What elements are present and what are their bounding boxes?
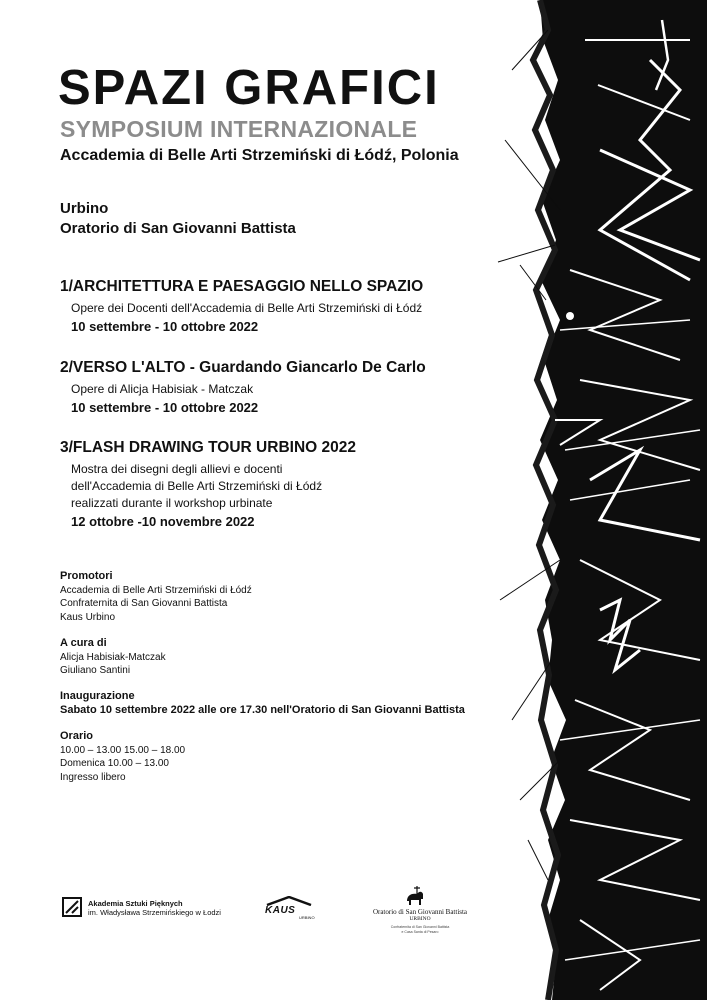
- promotori-item: Kaus Urbino: [60, 611, 116, 623]
- lamb-emblem-icon: [403, 885, 427, 907]
- promotori-heading: Promotori: [60, 570, 113, 582]
- exhibition-description: Opere dei Docenti dell'Accademia di Belle Arti Strzemiński di Łódź: [71, 300, 423, 315]
- exhibition-1: [60, 279, 423, 333]
- artwork-dark-mass: [540, 0, 707, 1000]
- exhibition-title: 3/FLASH DRAWING TOUR URBINO 2022: [60, 439, 356, 456]
- promotori-block: [60, 570, 252, 624]
- kaus-logo-text: KAUS: [265, 905, 296, 916]
- venue-block: [60, 199, 296, 239]
- hours-heading: Orario: [60, 730, 94, 742]
- exhibition-dates: 10 settembre - 10 ottobre 2022: [71, 399, 259, 415]
- venue-city: Urbino: [60, 200, 109, 217]
- exhibition-2: [60, 360, 426, 414]
- academy-line: Accademia di Belle Arti Strzemiński di Łódź, Polonia: [60, 147, 459, 164]
- exhibition-dates: 10 settembre - 10 ottobre 2022: [71, 318, 259, 334]
- exhibition-title: 2/VERSO L'ALTO - Guardando Giancarlo De Carlo: [60, 359, 426, 376]
- curators-block: [60, 637, 166, 678]
- venue-place: Oratorio di San Giovanni Battista: [60, 220, 296, 237]
- academy-logo-icon: [62, 897, 82, 917]
- inauguration-text: Sabato 10 settembre 2022 alle ore 17.30 nell'Oratorio di San Giovanni Battista: [60, 703, 465, 716]
- promotori-item: Confraternita di San Giovanni Battista: [60, 598, 228, 609]
- hours-line: 10.00 – 13.00 15.00 – 18.00: [60, 744, 186, 756]
- inauguration-heading: Inaugurazione: [60, 690, 135, 702]
- artwork-white-dot: [566, 312, 574, 320]
- curators-heading: A cura di: [60, 637, 107, 649]
- hours-line: Domenica 10.00 – 13.00: [60, 758, 169, 769]
- inauguration-block: [60, 690, 465, 717]
- curator-name: Giuliano Santini: [60, 665, 131, 676]
- exhibition-dates: 12 ottobre -10 novembre 2022: [71, 513, 255, 529]
- kaus-logo: [265, 896, 315, 926]
- academy-logo-line2: im. Władysława Strzemińskiego w Łodzi: [88, 908, 221, 917]
- poster-title: SPAZI GRAFICI: [58, 61, 440, 115]
- oratorio-logo-line3: Confraternita di San Giovanni Battista: [390, 925, 450, 929]
- exhibition-description: dell'Accademia di Belle Arti Strzemiński di Łódź: [71, 478, 323, 493]
- oratorio-logo-line1: Oratorio di San Giovanni Battista: [372, 908, 468, 916]
- exhibition-description: Opere di Alicja Habisiak - Matczak: [71, 381, 254, 396]
- oratorio-logo-line2: URBINO: [409, 916, 431, 922]
- exhibition-description: realizzati durante il workshop urbinate: [71, 495, 273, 510]
- exhibition-title: 1/ARCHITETTURA E PAESAGGIO NELLO SPAZIO: [60, 278, 424, 295]
- academy-logo-line1: Akademia Sztuki Pięknych: [88, 899, 183, 908]
- poster-subtitle: SYMPOSIUM INTERNAZIONALE: [60, 116, 418, 142]
- exhibition-description: Mostra dei disegni degli allievi e docenti: [71, 461, 283, 476]
- kaus-logo-sub: URBINO: [299, 915, 315, 920]
- oratorio-logo: [365, 885, 475, 945]
- exhibition-3: [60, 440, 356, 528]
- oratorio-logo-line4: e Casa Santa di Pesaro: [401, 930, 439, 934]
- promotori-item: Accademia di Belle Arti Strzemiński di Łódź: [60, 584, 252, 596]
- hours-block: [60, 730, 185, 784]
- curator-name: Alicja Habisiak-Matczak: [60, 651, 166, 663]
- hours-line: Ingresso libero: [60, 771, 126, 783]
